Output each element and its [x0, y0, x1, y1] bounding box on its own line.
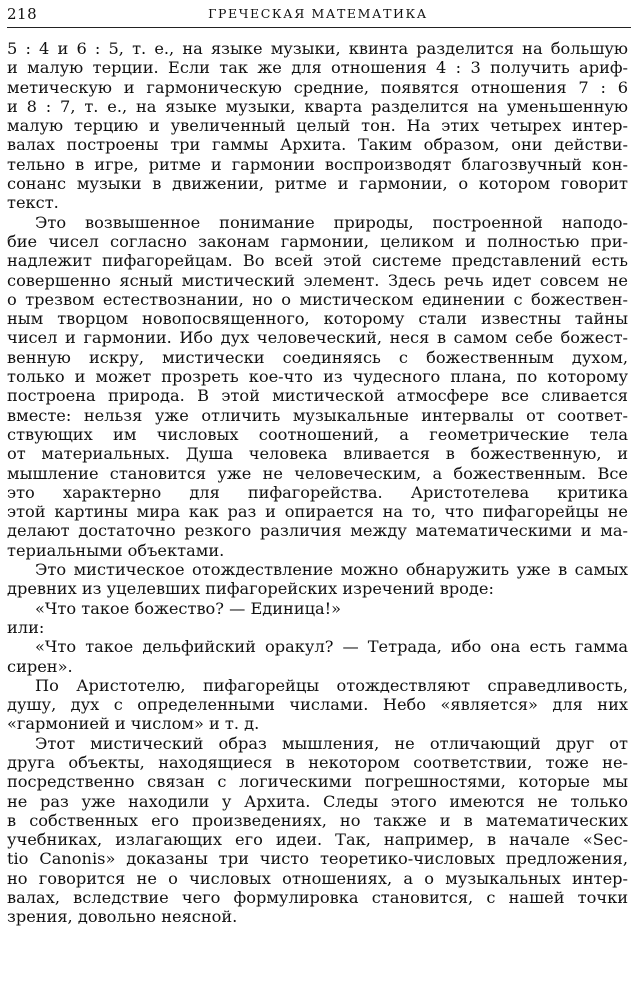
text-line: зрения, довольно неясной.	[7, 907, 238, 927]
text-line: о трезвом естествознании, но о мистическом единении с божествен-	[7, 289, 628, 309]
text-line: tio Canonis» доказаны три чисто теоретико-числовых предложения,	[7, 849, 628, 869]
text-line: валах, вследствие чего формулировка становится, с нашей точки	[7, 888, 628, 908]
text-line: совершенно ясный мистический элемент. Здесь речь идет совсем не	[7, 270, 628, 290]
text-line: учебниках, излагающих его идеи. Так, например, в начале «Sec-	[7, 830, 628, 850]
text-line: По Аристотелю, пифагорейцы отождествляют справедливость,	[35, 675, 628, 695]
text-line: этой картины мира как раз и опирается на то, что пифагорейцы не	[7, 502, 628, 522]
text-line: тельно в игре, ритме и гармонии воспроизводят благозвучный кон-	[7, 154, 628, 174]
body-text	[7, 39, 628, 927]
text-line: ствующих им числовых соотношений, а геометрические тела	[7, 424, 628, 444]
text-line: посредственно связан с логическими погрешностями, которые мы	[7, 772, 628, 792]
header-rule	[7, 27, 631, 28]
text-line: но говорится не о числовых отношениях, а о музыкальных интер-	[7, 868, 628, 888]
text-line: «гармонией и числом» и т. д.	[7, 714, 260, 734]
text-line: от материальных. Душа человека вливается в божественную, и	[7, 444, 628, 464]
text-line: сирен».	[7, 656, 73, 676]
text-line: бие чисел согласно законам гармонии, целиком и полностью при-	[7, 231, 628, 251]
running-title: ГРЕЧЕСКАЯ МАТЕМАТИКА	[208, 6, 428, 21]
text-line: мышление становится уже не человеческим, а божественным. Все	[7, 463, 628, 483]
text-line: и малую терции. Если так же для отношения 4 : 3 получить ариф-	[7, 58, 628, 78]
text-line: малую терцию и увеличенный целый тон. На этих четырех интер-	[7, 116, 628, 136]
text-line: в собственных его произведениях, но также и в математических	[7, 810, 628, 830]
text-line: «Что такое божество? — Единица!»	[35, 598, 342, 618]
text-line: вместе: нельзя уже отличить музыкальные интервалы от соответ-	[7, 405, 628, 425]
text-line: делают достаточно резкого различия между математическими и ма-	[7, 521, 628, 541]
text-line: териальными объектами.	[7, 540, 225, 560]
text-line: душу, дух с определенными числами. Небо «является» для них	[7, 695, 628, 715]
text-line: текст.	[7, 193, 59, 213]
text-line: 5 : 4 и 6 : 5, т. е., на языке музыки, квинта разделится на большую	[7, 39, 628, 58]
text-line: или:	[7, 617, 45, 637]
text-line: сонанс музыки в движении, ритме и гармонии, о котором говорит	[7, 174, 628, 194]
text-line: «Что такое дельфийский оракул? — Тетрада, ибо она есть гамма	[35, 637, 628, 657]
text-line: ным творцом новопосвященного, которому стали известны тайны	[7, 309, 628, 329]
text-line: Это возвышенное понимание природы, построенной наподо-	[35, 212, 628, 232]
page-header	[7, 4, 629, 26]
text-line: только и может прозреть кое-что из чудесного плана, по которому	[7, 367, 628, 387]
text-line: и 8 : 7, т. е., на языке музыки, кварта разделится на уменьшенную	[7, 96, 628, 116]
text-line: чисел и гармонии. Ибо дух человеческий, неся в самом себе божест-	[7, 328, 628, 348]
text-line: не раз уже находили у Архита. Следы этого имеются не только	[7, 791, 628, 811]
text-line: надлежит пифагорейцам. Во всей этой системе представлений есть	[7, 251, 628, 271]
text-line: друга объекты, находящиеся в некотором соответствии, тоже не-	[7, 752, 628, 772]
text-line: венную искру, мистически соединяясь с божественным духом,	[7, 347, 628, 367]
page-number: 218	[7, 5, 38, 23]
text-line: валах построены три гаммы Архита. Таким образом, они действи-	[7, 135, 628, 155]
text-line: метическую и гармоническую средние, появятся отношения 7 : 6	[7, 77, 628, 97]
text-line: построена природа. В этой мистической атмосфере все сливается	[7, 386, 628, 406]
text-line: это характерно для пифагорейства. Аристотелева критика	[7, 482, 628, 502]
text-line: Это мистическое отождествление можно обнаружить уже в самых	[35, 560, 628, 580]
text-line: древних из уцелевших пифагорейских изречений вроде:	[7, 579, 494, 599]
text-line: Этот мистический образ мышления, не отличающий друг от	[35, 733, 628, 753]
